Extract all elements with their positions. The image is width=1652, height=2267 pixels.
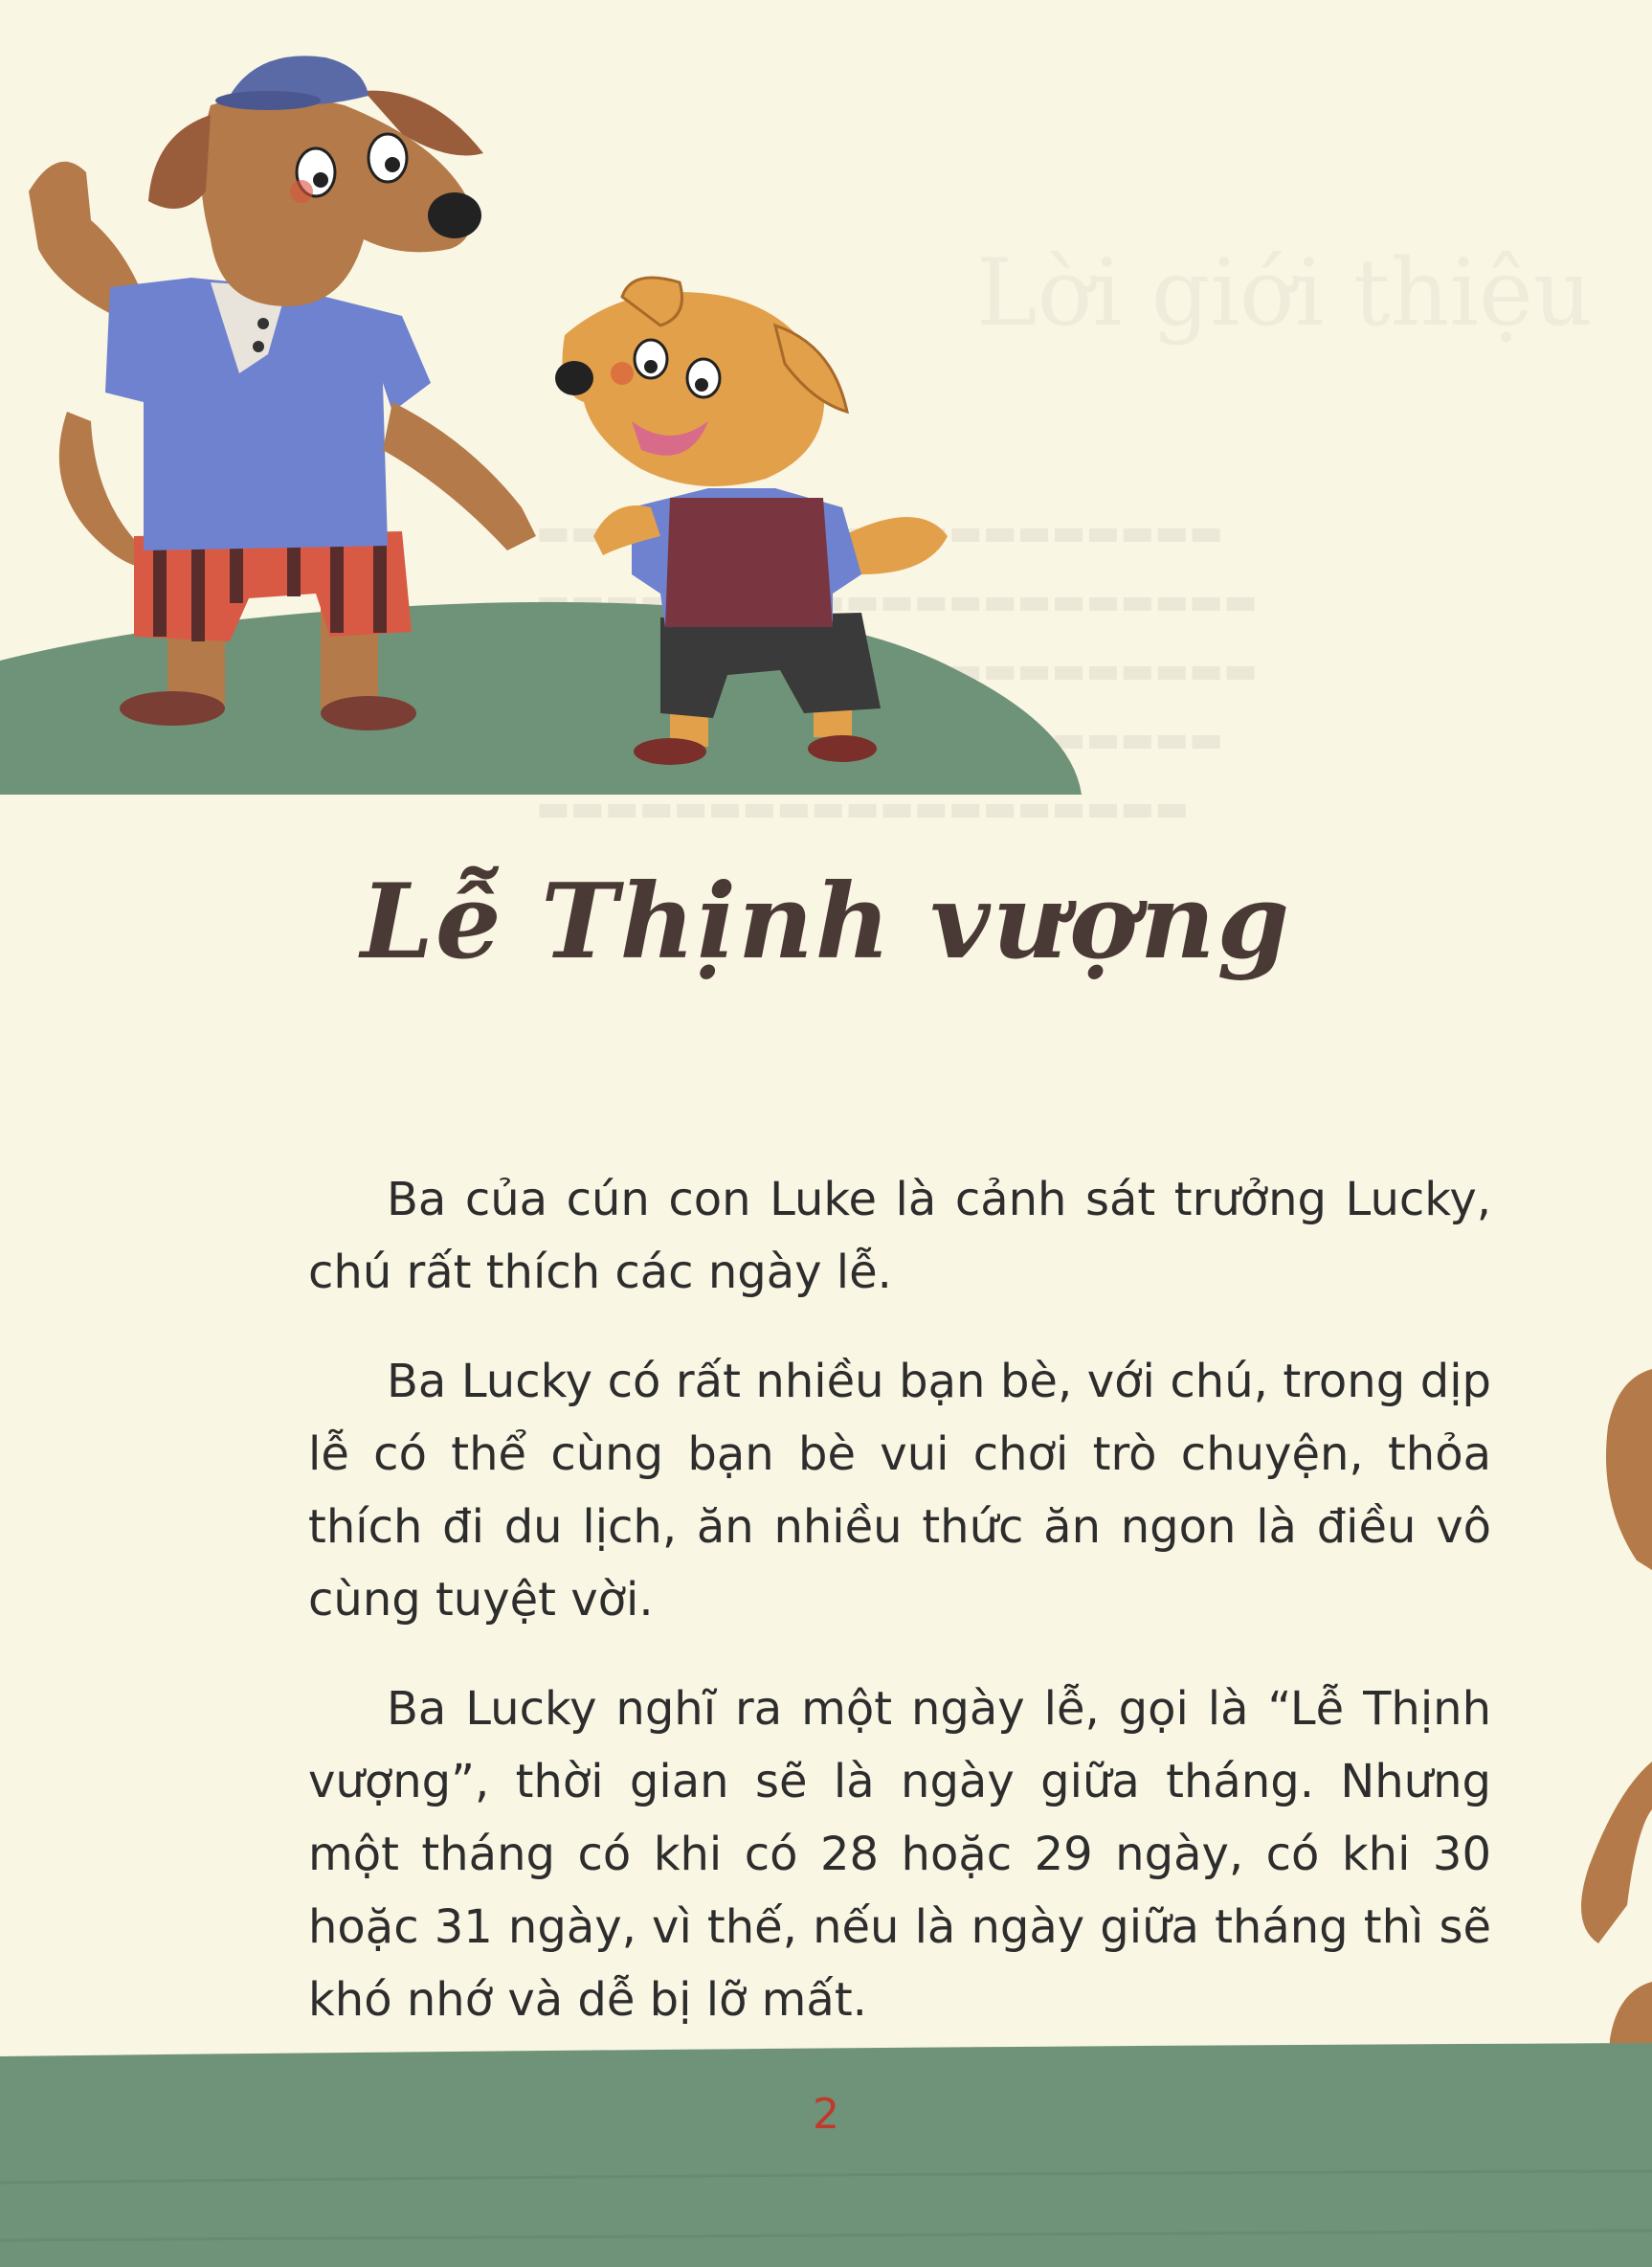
bleed-through-text: ▬▬▬▬▬▬▬▬▬▬▬▬▬▬▬▬▬▬▬▬▬ ▬▬▬▬▬▬▬▬▬▬▬▬▬▬▬▬▬▬▬ — [536, 580, 1258, 829]
partial-dog-illustration — [1503, 1369, 1652, 2097]
paragraph-3: Ba Lucky nghĩ ra một ngày lễ, gọi là “Lễ Thịnh vượng”, thời gian sẽ là ngày giữa tháng. Nhưng một tháng có khi có 28 hoặc 29 ngày, có khi 30 hoặc 31 ngày, vì thế, nếu là ngày giữa tháng thì sẽ khó nhớ và dễ bị lỡ mất. — [308, 1682, 1491, 2027]
paragraph-2: Ba Lucky có rất nhiều bạn bè, với chú, trong dịp lễ có thể cùng bạn bè vui chơi trò chuyện, thỏa thích đi du lịch, ăn nhiều thức ăn ngon là điều vô cùng tuyệt vời. — [308, 1355, 1491, 1627]
page-title: Lễ Thịnh vượng — [360, 862, 1292, 982]
dogs-illustration — [0, 0, 1652, 804]
page-number: 2 — [813, 2090, 839, 2139]
story-text — [308, 1163, 1491, 2073]
paragraph-1: Ba của cún con Luke là cảnh sát trưởng Lucky, chú rất thích các ngày lễ. — [308, 1173, 1491, 1299]
ground-strip — [0, 2039, 1652, 2267]
bleed-through-title: Lời giới thiệu — [976, 239, 1593, 347]
